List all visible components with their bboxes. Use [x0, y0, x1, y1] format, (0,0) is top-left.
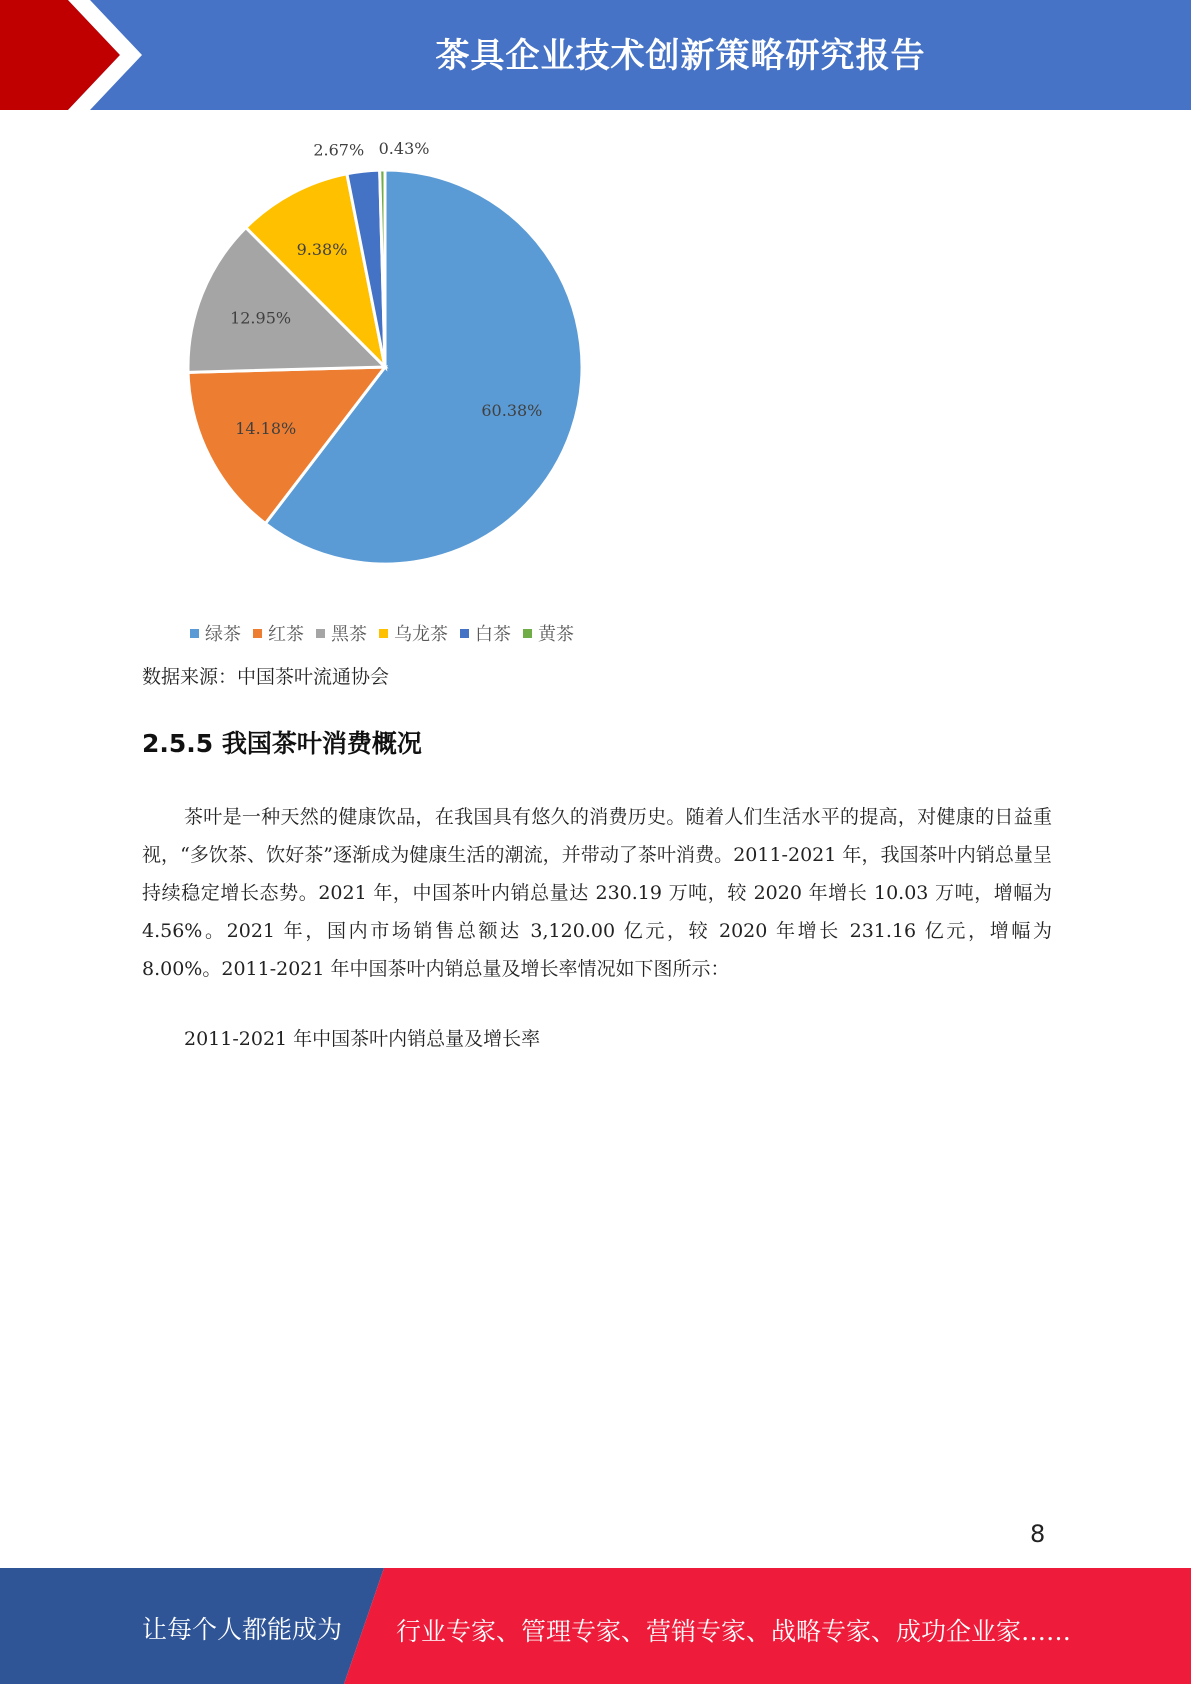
legend-item-4	[460, 620, 511, 646]
legend-label-3: 乌龙茶	[394, 624, 448, 645]
tea-pie-chart	[150, 130, 670, 650]
legend-item-1	[253, 620, 304, 646]
page-header	[0, 0, 1191, 110]
pie-label-4: 2.67%	[313, 140, 365, 160]
legend-label-1: 红茶	[268, 624, 304, 645]
legend-swatch-1	[253, 629, 262, 638]
legend-label-0: 绿茶	[205, 624, 241, 645]
page-number: 8	[1030, 1520, 1046, 1548]
legend-item-2	[316, 620, 367, 646]
legend-label-2: 黑茶	[331, 624, 367, 645]
pie-chart-svg	[150, 130, 670, 650]
chart-legend	[190, 620, 574, 646]
legend-swatch-5	[523, 629, 532, 638]
body-paragraph: 茶叶是一种天然的健康饮品，在我国具有悠久的消费历史。随着人们生活水平的提高，对健康的日益重视，“多饮茶、饮好茶”逐渐成为健康生活的潮流，并带动了茶叶消费。2011-2021 年，我国茶叶内销总量呈持续稳定增长态势。2021 年，中国茶叶内销总量达 230.19 万吨，较 2020 年增长 10.03 万吨，增幅为 4.56%。2021 年，国内市场销售总额达 3,120.00 亿元，较 2020 年增长 231.16 亿元，增幅为 8.00%。2011-2021 年中国茶叶内销总量及增长率情况如下图所示：	[142, 806, 1052, 980]
page-footer	[0, 1568, 1191, 1684]
legend-label-4: 白茶	[475, 624, 511, 645]
legend-item-5	[523, 620, 574, 646]
legend-swatch-3	[379, 629, 388, 638]
report-title: 茶具企业技术创新策略研究报告	[435, 36, 926, 76]
legend-item-3	[379, 620, 448, 646]
data-source: 数据来源：中国茶叶流通协会	[142, 666, 390, 688]
footer-slogan-left: 让每个人都能成为	[142, 1615, 343, 1644]
footer-slogan-right: 行业专家、管理专家、营销专家、战略专家、成功企业家……	[396, 1617, 1072, 1646]
pie-label-1: 14.18%	[235, 418, 297, 438]
pie-label-2: 12.95%	[230, 308, 292, 328]
legend-swatch-4	[460, 629, 469, 638]
header-arrow-decoration	[0, 0, 160, 110]
pie-label-5: 0.43%	[378, 139, 430, 159]
figure-caption: 2011-2021 年中国茶叶内销总量及增长率	[184, 1028, 541, 1050]
legend-label-5: 黄茶	[538, 624, 574, 645]
pie-label-0: 60.38%	[481, 400, 543, 420]
legend-swatch-2	[316, 629, 325, 638]
legend-swatch-0	[190, 629, 199, 638]
pie-label-3: 9.38%	[296, 239, 348, 259]
legend-item-0	[190, 620, 241, 646]
section-heading: 2.5.5 我国茶叶消费概况	[142, 729, 422, 758]
